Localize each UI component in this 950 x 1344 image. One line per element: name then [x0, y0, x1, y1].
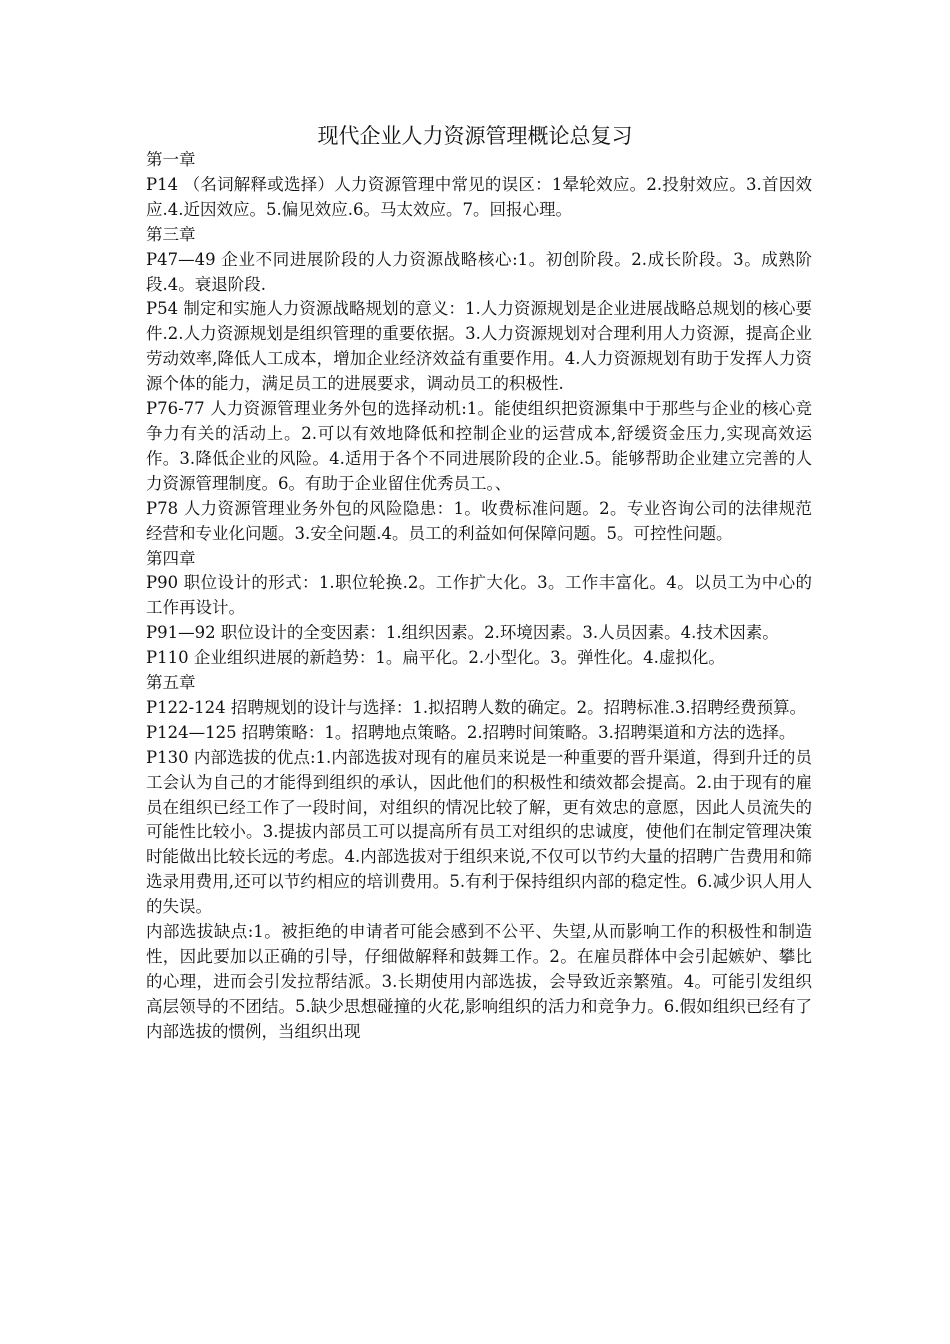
paragraph: P91—92 职位设计的全变因素：1.组织因素。2.环境因素。3.人员因素。4.技术因素。 — [146, 623, 779, 643]
paragraph: P78 人力资源管理业务外包的风险隐患：1。收费标准问题。2。专业咨询公司的法律规范经营和专业化问题。3.安全问题.4。员工的利益如何保障问题。5。可控性问题。 — [146, 498, 812, 543]
paragraph: P90 职位设计的形式：1.职位轮换.2。工作扩大化。3。工作丰富化。4。以员工为中心的工作再设计。 — [146, 573, 812, 618]
paragraph: 内部选拔缺点:1。被拒绝的申请者可能会感到不公平、失望,从而影响工作的积极性和制造性，因此要加以正确的引导，仔细做解释和鼓舞工作。2。在雇员群体中会引起嫉妒、攀比的心理，进而会引发拉帮结派。3.长期使用内部选拔，会导致近亲繁殖。4。可能引发组织高层领导的不团结。5.缺少思想碰撞的火花,影响组织的活力和竞争力。6.假如组织已经有了内部选拔的惯例，当组织出现 — [146, 922, 812, 1041]
paragraph: P124—125 招聘策略：1。招聘地点策略。2.招聘时间策略。3.招聘渠道和方法的选择。 — [146, 722, 796, 742]
document-title: 现代企业人力资源管理概论总复习 — [317, 124, 633, 148]
chapter-heading: 第四章 — [146, 548, 196, 568]
paragraph: P47—49 企业不同进展阶段的人力资源战略核心:1。初创阶段。2.成长阶段。3。成熟阶段.4。衰退阶段. — [146, 249, 812, 294]
chapter-heading: 第三章 — [146, 224, 196, 244]
document-body — [146, 148, 812, 1045]
chapter-heading: 第一章 — [146, 150, 196, 169]
paragraph: P54 制定和实施人力资源战略规划的意义：1.人力资源规划是企业进展战略总规划的核心要件.2.人力资源规划是组织管理的重要依据。3.人力资源规划对合理利用人力资源，提高企业劳动效率,降低人工成本，增加企业经济效益有重要作用。4.人力资源规划有助于发挥人力资源个体的能力，满足员工的进展要求，调动员工的积极性. — [146, 299, 812, 394]
paragraph: P122-124 招聘规划的设计与选择：1.拟招聘人数的确定。2。招聘标准.3.招聘经费预算。 — [146, 697, 807, 717]
chapter-heading: 第五章 — [146, 673, 196, 693]
paragraph: P14 （名词解释或选择）人力资源管理中常见的误区：1晕轮效应。2.投射效应。3.首因效应.4.近因效应。5.偏见效应.6。马太效应。7。回报心理。 — [146, 174, 812, 219]
paragraph: P76-77 人力资源管理业务外包的选择动机:1。能使组织把资源集中于那些与企业的核心竞争力有关的活动上。2.可以有效地降低和控制企业的运营成本,舒缓资金压力,实现高效运作。3.降低企业的风险。4.适用于各个不同进展阶段的企业.5。能够帮助企业建立完善的人力资源管理制度。6。有助于企业留住优秀员工。、 — [146, 399, 812, 493]
paragraph: P130 内部选拔的优点:1.内部选拔对现有的雇员来说是一种重要的晋升渠道，得到升迁的员工会认为自己的才能得到组织的承认，因此他们的积极性和绩效都会提高。2.由于现有的雇员在组织已经工作了一段时间，对组织的情况比较了解，更有效忠的意愿，因此人员流失的可能性比较小。3.提拔内部员工可以提高所有员工对组织的忠诚度，使他们在制定管理决策时能做出比较长远的考虑。4.内部选拔对于组织来说,不仅可以节约大量的招聘广告费用和筛选录用费用,还可以节约相应的培训费用。5.有利于保持组织内部的稳定性。6.减少识人用人的失误。 — [146, 747, 812, 917]
paragraph: P110 企业组织进展的新趋势：1。扁平化。2.小型化。3。弹性化。4.虚拟化。 — [146, 648, 725, 668]
